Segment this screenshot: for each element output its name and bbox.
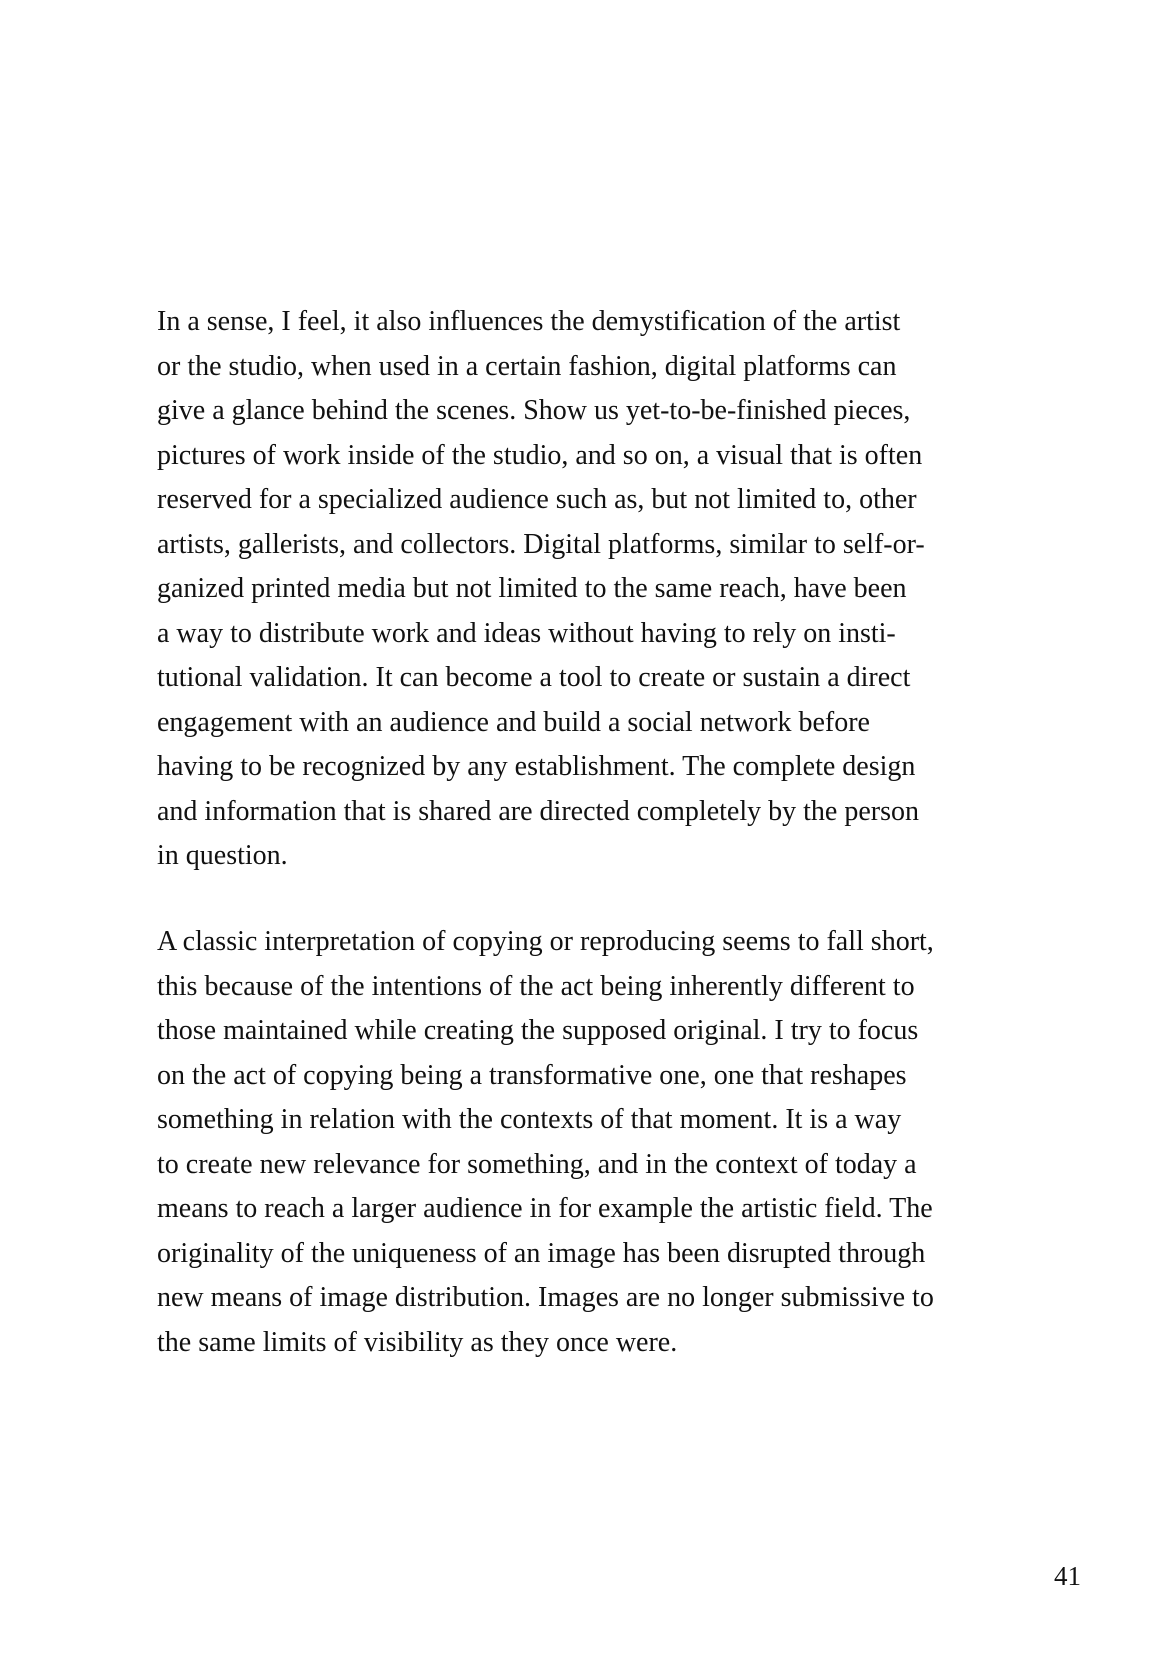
text-line: and information that is shared are directed completely by the person bbox=[157, 795, 919, 827]
text-line: ganized printed media but not limited to the same reach, have been bbox=[157, 573, 907, 604]
text-line: a way to distribute work and ideas without having to rely on insti- bbox=[157, 617, 896, 649]
text-line: means to reach a larger audience in for example the artistic field. The bbox=[157, 1193, 933, 1224]
text-line: something in relation with the contexts of that moment. It is a way bbox=[157, 1104, 902, 1135]
text-line: give a glance behind the scenes. Show us yet-to-be-finished pieces, bbox=[157, 395, 911, 426]
text-line: this because of the intentions of the act being inherently different to bbox=[157, 970, 915, 1002]
paragraph-1 bbox=[157, 300, 1017, 879]
text-line: tutional validation. It can become a tool to create or sustain a direct bbox=[157, 662, 911, 693]
text-line: new means of image distribution. Images are no longer submissive to bbox=[157, 1282, 934, 1313]
text-line: originality of the uniqueness of an image has been disrupted through bbox=[157, 1237, 926, 1269]
text-line: to create new relevance for something, and in the context of today a bbox=[157, 1148, 917, 1180]
paragraph-2 bbox=[157, 920, 1017, 1365]
text-line: pictures of work inside of the studio, and so on, a visual that is often bbox=[157, 439, 923, 471]
text-line: the same limits of visibility as they once were. bbox=[157, 1326, 678, 1358]
text-line: in question. bbox=[157, 840, 288, 871]
text-line: In a sense, I feel, it also influences the demystification of the artist bbox=[157, 306, 901, 337]
text-line: having to be recognized by any establishment. The complete design bbox=[157, 751, 916, 782]
text-line: those maintained while creating the supposed original. I try to focus bbox=[157, 1015, 919, 1046]
text-line: engagement with an audience and build a social network before bbox=[157, 706, 870, 738]
text-line: on the act of copying being a transformative one, one that reshapes bbox=[157, 1059, 907, 1091]
text-line: reserved for a specialized audience such as, but not limited to, other bbox=[157, 484, 917, 515]
page-number: 41 bbox=[1054, 1561, 1081, 1591]
text-line: or the studio, when used in a certain fashion, digital platforms can bbox=[157, 350, 897, 382]
text-line: A classic interpretation of copying or reproducing seems to fall short, bbox=[157, 926, 934, 957]
text-line: artists, gallerists, and collectors. Digital platforms, similar to self-or- bbox=[157, 528, 925, 560]
